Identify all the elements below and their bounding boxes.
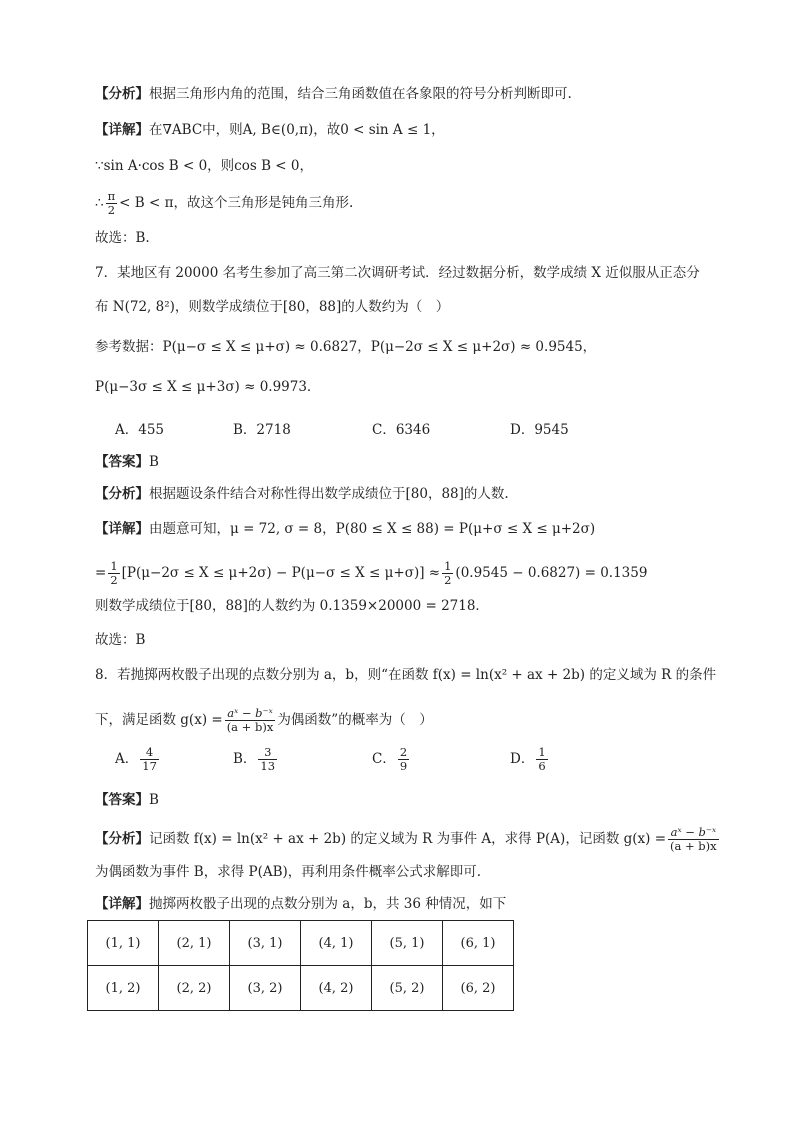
q7-option-b: B．2718: [233, 422, 291, 438]
q6-choice: 故选：B.: [95, 230, 150, 246]
q7-ref-line2: P(μ−3σ ≤ X ≤ μ+3σ) ≈ 0.9973．: [95, 379, 321, 395]
table-cell: (5, 1): [372, 921, 443, 966]
analysis-tag: 【分析】: [95, 86, 149, 102]
q7-stem-line1: 7．某地区有 20000 名考生参加了高三第二次调研考试．经过数据分析，数学成绩 X 近似服从正态分: [95, 265, 700, 281]
table-cell: (2, 1): [159, 921, 230, 966]
detail-text: 在∇ABC中，则A, B∈(0,π)，故0 < sin A ≤ 1，: [149, 122, 445, 138]
table-cell: (1, 2): [88, 966, 159, 1011]
analysis-tag: 【分析】: [95, 831, 149, 847]
q8-option-a: A． $\frac{4}{17}$: [115, 745, 157, 773]
detail-tag: 【详解】: [95, 896, 149, 912]
table-cell: (4, 1): [301, 921, 372, 966]
q7-option-a: A．455: [115, 422, 165, 438]
g-fraction-analysis: $\frac{\text{aˣ − b⁻ˣ}}{(a + b)x}$: [670, 825, 717, 853]
analysis-text: 根据三角形内角的范围，结合三角函数值在各象限的符号分析判断即可.: [149, 86, 572, 102]
q7-option-c: C．6346: [372, 422, 431, 438]
answer-tag: 【答案】: [95, 454, 149, 470]
q6-detail-line1: [95, 120, 445, 140]
q7-detail-line2: = $\frac{1}{2}$ [P(μ−2σ ≤ X ≤ μ+2σ) − P(μ−σ ≤ X ≤ μ+σ)] ≈ $\frac{1}{2}$ (0.9545 − 0.6827) = 0.1359: [95, 559, 648, 587]
answer-tag: 【答案】: [95, 792, 149, 808]
analysis-tag: 【分析】: [95, 486, 149, 502]
table-cell: (1, 1): [88, 921, 159, 966]
detail-tag: 【详解】: [95, 521, 149, 537]
q8-option-b: B． $\frac{3}{13}$: [233, 745, 276, 773]
answer-value: B: [149, 454, 159, 470]
analysis-text: 根据题设条件结合对称性得出数学成绩位于[80，88]的人数.: [149, 486, 509, 502]
q7-choice: 故选：B: [95, 632, 146, 648]
q7-ref-line1: 参考数据：P(μ−σ ≤ X ≤ μ+σ) ≈ 0.6827，P(μ−2σ ≤ X ≤ μ+2σ) ≈ 0.9545，: [95, 339, 597, 355]
table-cell: (5, 2): [372, 966, 443, 1011]
q8-stem-line1: 8．若抛掷两枚骰子出现的点数分别为 a，b，则“在函数 f(x) = ln(x² + ax + 2b) 的定义域为 R 的条件: [95, 667, 717, 683]
table-cell: (4, 2): [301, 966, 372, 1011]
q8-analysis-line1: 【分析】记函数 f(x) = ln(x² + ax + 2b) 的定义域为 R 为事件 A，求得 P(A)，记函数 g(x) = $\frac{\text{aˣ − b⁻ˣ}}{(a + b)x}$: [95, 825, 717, 853]
table-row: [88, 966, 514, 1011]
q7-stem-line2: 布 N(72, 8²)，则数学成绩位于[80，88]的人数约为（ ）: [95, 299, 450, 315]
q8-analysis-line2: 为偶函数为事件 B，求得 P(AB)，再利用条件概率公式求解即可.: [95, 864, 482, 880]
dice-outcome-table: [87, 920, 514, 1011]
q8-answer: [95, 790, 159, 810]
pi-over-2-fraction: $\frac{\pi}{2}$: [107, 189, 116, 217]
q6-detail-line3: ∴ $\frac{\pi}{2}$ < B < π，故这个三角形是钝角三角形.: [95, 189, 354, 217]
q7-option-d: D．9545: [510, 422, 569, 438]
q7-analysis: [95, 484, 509, 504]
half-fraction-2: $\frac{1}{2}$: [444, 559, 452, 587]
q8-detail: [95, 894, 506, 914]
q7-detail-line3: 则数学成绩位于[80，88]的人数约为 0.1359×20000 = 2718．: [95, 598, 489, 614]
q7-answer: [95, 452, 159, 472]
table-cell: (2, 2): [159, 966, 230, 1011]
table-cell: (3, 2): [230, 966, 301, 1011]
q8-stem-line2: 下，满足函数 g(x) = $\frac{\text{aˣ − b⁻ˣ}}{(a + b)x}$ 为偶函数”的概率为（ ）: [95, 706, 433, 734]
table-cell: (6, 2): [443, 966, 514, 1011]
table-cell: (6, 1): [443, 921, 514, 966]
answer-value: B: [149, 792, 159, 808]
table-row: [88, 921, 514, 966]
q8-option-d: D． $\frac{1}{6}$: [510, 745, 546, 773]
q7-detail-line1: [95, 519, 595, 539]
detail-text: 由题意可知，μ = 72, σ = 8，P(80 ≤ X ≤ 88) = P(μ+σ ≤ X ≤ μ+2σ): [149, 521, 596, 537]
q6-detail-line2: ∵sin A·cos B < 0，则cos B < 0，: [95, 158, 313, 174]
half-fraction: $\frac{1}{2}$: [110, 559, 118, 587]
detail-text: 抛掷两枚骰子出现的点数分别为 a，b，共 36 种情况，如下: [149, 896, 507, 912]
q6-analysis: [95, 84, 572, 104]
table-cell: (3, 1): [230, 921, 301, 966]
q8-option-c: C． $\frac{2}{9}$: [372, 745, 408, 773]
detail-tag: 【详解】: [95, 122, 149, 138]
g-fraction: $\frac{\text{aˣ − b⁻ˣ}}{(a + b)x}$: [226, 706, 274, 734]
